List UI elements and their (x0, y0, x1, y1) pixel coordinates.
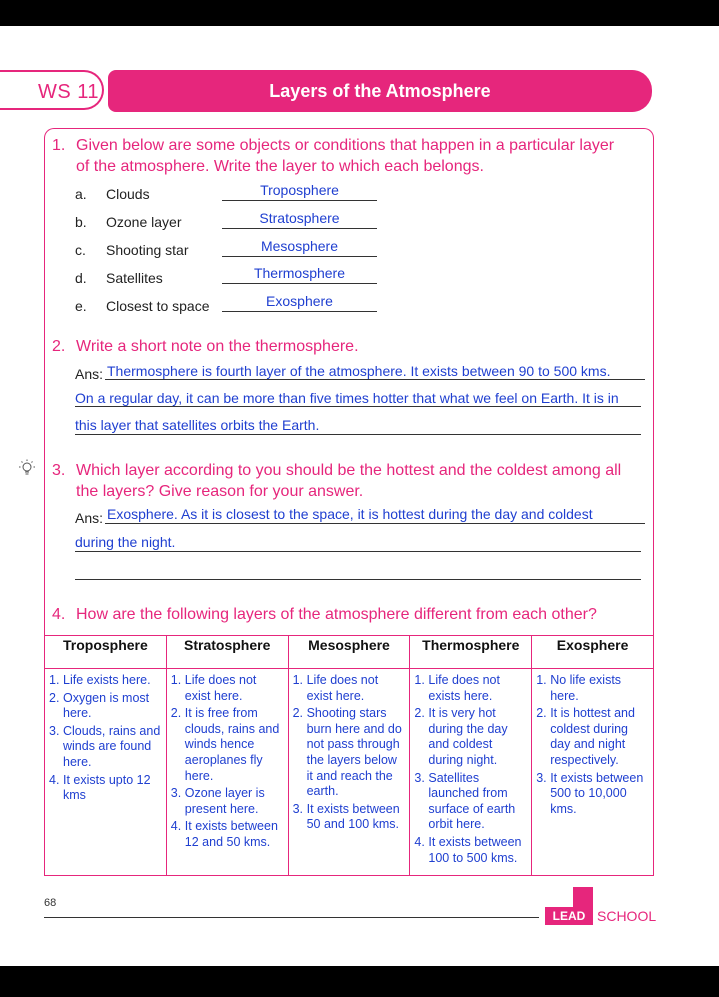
worksheet-title-bar (108, 70, 652, 112)
cell-list-item (171, 706, 285, 784)
cell-item-number: 1. (414, 673, 425, 687)
column-header: Mesosphere (288, 636, 410, 669)
top-black-bar (0, 0, 719, 26)
cell-item-number: 2. (414, 706, 425, 721)
cell-list-item (49, 724, 163, 771)
question-number: 3. (52, 462, 66, 479)
cell-item-text: Life does not exist here. (184, 673, 257, 703)
cell-item-text: Life does not exists here. (428, 673, 500, 703)
footer-rule (44, 917, 539, 918)
cell-item-text: Life does not exist here. (306, 673, 379, 703)
question-text-line: How are the following layers of the atmosphere different from each other? (76, 606, 597, 623)
cell-list-item (171, 819, 285, 850)
item-label: Shooting star (106, 242, 189, 258)
cell-item-number: 2. (536, 706, 547, 721)
answer-text-line: On a regular day, it can be more than five times hotter that what we feel on Earth. It is in (75, 390, 619, 406)
answer-rule (75, 406, 641, 407)
cell-item-text: Satellites launched from surface of earth orbit here. (428, 770, 516, 832)
table-cell (288, 669, 410, 876)
worksheet-title: Layers of the Atmosphere (269, 81, 491, 101)
cell-list-item (293, 706, 407, 800)
cell-item-number: 3. (49, 723, 60, 738)
item-letter: d. (75, 270, 87, 286)
cell-item-text: Ozone layer is present here. (184, 786, 265, 816)
question-2 (52, 336, 652, 358)
answer-text-line: this layer that satellites orbits the Earth. (75, 417, 320, 433)
cell-item-number: 4. (49, 772, 60, 787)
cell-item-number: 1. (170, 673, 182, 687)
answer-field[interactable]: Thermosphere (222, 265, 377, 284)
answer-text-line: Exosphere. As it is closest to the space, it is hottest during the day and coldest (107, 506, 593, 522)
cell-item-text: Life exists here. (63, 673, 151, 687)
worksheet-number: WS 11 (38, 81, 100, 103)
column-header: Stratosphere (166, 636, 288, 669)
cell-item-text: Shooting stars burn here and do not pass through the layers below it and reach the earth. (306, 706, 402, 799)
layers-table (44, 635, 654, 876)
column-header: Exosphere (532, 636, 654, 669)
table-cell (410, 669, 532, 876)
cell-item-number: 1. (292, 673, 304, 687)
cell-list-item (293, 673, 407, 704)
answer-label: Ans: (75, 510, 104, 526)
cell-item-number: 3. (536, 770, 547, 785)
question-number: 1. (52, 137, 66, 154)
answer-rule (75, 579, 641, 580)
cell-list-item (414, 673, 528, 704)
worksheet-tab (0, 70, 104, 110)
item-letter: a. (75, 186, 87, 202)
table-cell (45, 669, 167, 876)
question-number: 2. (52, 338, 66, 355)
logo-mark (573, 887, 593, 909)
cell-list-item (171, 786, 285, 817)
question-1 (52, 135, 652, 179)
cell-list-item (536, 673, 650, 704)
item-label: Satellites (106, 270, 163, 286)
cell-item-text: No life exists here. (550, 673, 622, 703)
cell-list-item (536, 706, 650, 768)
cell-item-number: 2. (170, 706, 182, 721)
column-header: Thermosphere (410, 636, 532, 669)
table-header-row (45, 636, 654, 669)
lightbulb-icon (18, 459, 36, 477)
cell-item-number: 4. (414, 834, 425, 849)
answer-rule (75, 434, 641, 435)
cell-item-text: It exists upto 12 kms (63, 772, 151, 803)
question-3 (52, 460, 652, 504)
page-number: 68 (44, 897, 57, 909)
cell-list-item (414, 706, 528, 768)
cell-list-item (171, 673, 285, 704)
cell-item-number: 2. (292, 706, 304, 721)
answer-label: Ans: (75, 366, 104, 382)
item-letter: e. (75, 298, 87, 314)
cell-list-item (536, 771, 650, 818)
item-letter: c. (75, 242, 86, 258)
question-text-line: Which layer according to you should be the hottest and the coldest among all (76, 462, 622, 479)
cell-item-text: Oxygen is most here. (63, 690, 150, 721)
answer-rule (105, 523, 645, 524)
question-text-line: of the atmosphere. Write the layer to which each belongs. (76, 158, 484, 175)
cell-item-text: It is hottest and coldest during day and night respectively. (550, 706, 635, 767)
question-text-line: Write a short note on the thermosphere. (76, 338, 359, 355)
logo-school-text: SCHOOL (597, 908, 657, 924)
cell-item-number: 1. (49, 673, 60, 687)
answer-field[interactable]: Stratosphere (222, 210, 377, 229)
item-label: Closest to space (106, 298, 210, 314)
cell-item-number: 4. (170, 819, 182, 834)
bottom-black-bar (0, 966, 719, 997)
cell-item-number: 3. (414, 770, 425, 785)
logo-lead-text: LEAD (545, 907, 593, 925)
cell-list-item (293, 802, 407, 833)
question-text-line: the layers? Give reason for your answer. (76, 483, 364, 500)
cell-item-text: It exists between 500 to 10,000 kms. (550, 770, 644, 816)
answer-field[interactable]: Mesosphere (222, 238, 377, 257)
item-label: Clouds (106, 186, 150, 202)
cell-list-item (49, 691, 163, 722)
item-label: Ozone layer (106, 214, 182, 230)
question-text-line: Given below are some objects or conditions that happen in a particular layer (76, 137, 615, 154)
answer-field[interactable]: Troposphere (222, 182, 377, 201)
answer-text-line: Thermosphere is fourth layer of the atmosphere. It exists between 90 to 500 kms. (107, 363, 611, 379)
cell-item-number: 3. (292, 801, 304, 816)
table-cell (166, 669, 288, 876)
column-header: Troposphere (45, 636, 167, 669)
cell-item-text: Clouds, rains and winds are found here. (63, 723, 161, 769)
table-cell (532, 669, 654, 876)
answer-text-line: during the night. (75, 534, 176, 550)
cell-list-item (414, 835, 528, 866)
cell-list-item (49, 773, 163, 804)
cell-item-number: 2. (49, 690, 60, 705)
table-row (45, 669, 654, 876)
cell-item-text: It exists between 12 and 50 kms. (184, 819, 278, 849)
answer-field[interactable]: Exosphere (222, 293, 377, 312)
cell-item-text: It is very hot during the day and coldest during night. (428, 706, 508, 767)
item-letter: b. (75, 214, 87, 230)
cell-item-text: It exists between 100 to 500 kms. (428, 834, 522, 865)
cell-item-text: It exists between 50 and 100 kms. (306, 801, 400, 832)
question-4 (52, 604, 652, 626)
question-number: 4. (52, 606, 66, 623)
cell-list-item (49, 673, 163, 689)
cell-item-number: 1. (536, 673, 547, 687)
answer-rule (105, 379, 645, 380)
cell-list-item (414, 771, 528, 833)
answer-rule (75, 551, 641, 552)
cell-item-number: 3. (170, 786, 182, 801)
cell-item-text: It is free from clouds, rains and winds hence aeroplanes fly here. (184, 706, 280, 783)
